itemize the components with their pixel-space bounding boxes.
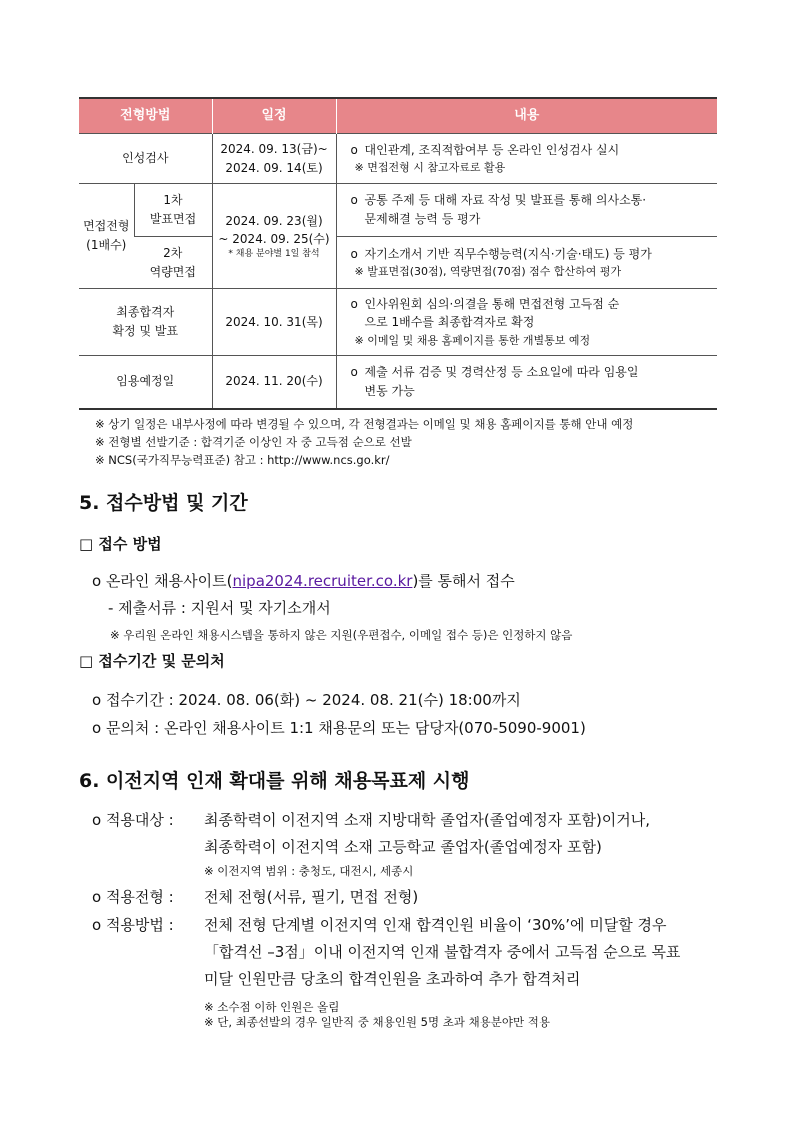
table-row [79, 134, 717, 184]
table-row [79, 289, 717, 356]
content-text: 제출 서류 검증 및 경력산정 등 소요일에 따라 임용일 [364, 365, 639, 380]
apply-method-line: 미달 인원만큼 당초의 합격인원을 초과하여 추가 합격처리 [204, 970, 581, 988]
docs-note: ※ 우리원 온라인 채용시스템을 통하지 않은 지원(우편접수, 이메일 접수 등)은 인정하지 않음 [110, 628, 573, 642]
table-row [79, 237, 717, 289]
content-note: ※ 발표면접(30점), 역량면접(70점) 점수 합산하여 평가 [354, 265, 622, 279]
sub-method-line: 2차 [163, 245, 183, 260]
date-cell [212, 184, 336, 289]
content-text: 대인관계, 조직적합여부 등 온라인 인성검사 실시 [364, 142, 620, 157]
docs-line: - 제출서류 : 지원서 및 자기소개서 [108, 599, 331, 617]
date-note: * 채용 분야별 1일 참석 [228, 248, 320, 259]
content-text: 문제해결 능력 등 평가 [364, 212, 481, 226]
table-note: ※ 전형별 선발기준 : 합격기준 이상인 자 중 고득점 순으로 선발 [95, 435, 412, 449]
content-cell [336, 237, 717, 289]
sub-method-cell [134, 237, 212, 289]
bullet: o [350, 193, 358, 208]
method-cell [79, 289, 212, 356]
content-cell [336, 289, 717, 356]
method-cell: 인성검사 [79, 134, 212, 184]
apply-method-line: 「합격선 –3점」이내 이전지역 인재 불합격자 중에서 고득점 순으로 목표 [204, 943, 681, 961]
bullet: o [350, 365, 358, 380]
method-line: (1배수) [86, 238, 127, 252]
content-note: ※ 이메일 및 채용 홈페이지를 통한 개별통보 예정 [354, 334, 591, 348]
date-cell: 2024. 10. 31(목) [212, 289, 336, 356]
method-line: 면접전형 [83, 219, 130, 234]
date-cell [212, 134, 336, 184]
method-text: )를 통해서 접수 [412, 572, 515, 590]
target-line: 최종학력이 이전지역 소재 지방대학 졸업자(졸업예정자 포함)이거나, [204, 811, 651, 829]
content-text: 자기소개서 기반 직무수행능력(지식·기술·태도) 등 평가 [364, 246, 652, 261]
method-line: 최종합격자 [116, 305, 175, 320]
bullet: o [350, 296, 358, 311]
date-cell: 2024. 11. 20(수) [212, 356, 336, 409]
period-heading: □ 접수기간 및 문의처 [79, 652, 225, 670]
header-method: 전형방법 [79, 98, 212, 134]
content-cell [336, 356, 717, 409]
method-line: 확정 및 발표 [112, 324, 179, 338]
date-line: 2024. 09. 14(토) [225, 160, 323, 175]
content-text: 변동 가능 [364, 383, 415, 398]
target-line: 최종학력이 이전지역 소재 고등학교 졸업자(졸업예정자 포함) [204, 838, 602, 856]
method-line [92, 570, 515, 591]
contact-line: o 문의처 : 온라인 채용사이트 1:1 채용문의 또는 담당자(070-5090-9001) [92, 719, 586, 737]
method-text: o 온라인 채용사이트( [92, 572, 233, 590]
target-note: ※ 이전지역 범위 : 충청도, 대전시, 세종시 [204, 864, 414, 878]
sub-method-line: 1차 [163, 193, 183, 208]
apply-method-label: o 적용방법 : [92, 916, 174, 934]
header-content: 내용 [336, 98, 717, 134]
date-line: ~ 2024. 09. 25(수) [218, 232, 330, 247]
sub-method-cell [134, 184, 212, 237]
date-line: 2024. 09. 23(월) [225, 213, 323, 228]
apply-method-note: ※ 단, 최종선발의 경우 일반직 중 채용인원 5명 초과 채용분야만 적용 [204, 1015, 550, 1029]
sub-method-line: 역량면접 [149, 264, 196, 279]
scope-value: 전체 전형(서류, 필기, 면접 전형) [204, 888, 419, 906]
bullet: o [350, 246, 358, 261]
section5-title: 5. 접수방법 및 기간 [79, 492, 248, 514]
content-note: ※ 면접전형 시 참고자료로 활용 [354, 161, 506, 175]
content-text: 인사위원회 심의·의결을 통해 면접전형 고득점 순 [364, 296, 620, 311]
schedule-table [79, 97, 717, 410]
content-text: 으로 1배수를 최종합격자로 확정 [364, 315, 535, 330]
scope-label: o 적용전형 : [92, 888, 174, 906]
period-line: o 접수기간 : 2024. 08. 06(화) ~ 2024. 08. 21(수) 18:00까지 [92, 691, 521, 709]
sub-method-line: 발표면접 [149, 212, 197, 226]
method-cell [79, 184, 134, 289]
table-note: ※ NCS(국가직무능력표준) 참고 : http://www.ncs.go.kr/ [95, 453, 390, 467]
apply-method-line: 전체 전형 단계별 이전지역 인재 합격인원 비율이 ‘30%’에 미달할 경우 [204, 916, 667, 934]
header-date: 일정 [212, 98, 336, 134]
target-label: o 적용대상 : [92, 811, 174, 829]
table-header-row [79, 98, 717, 134]
bullet: o [350, 142, 358, 157]
section6-title: 6. 이전지역 인재 확대를 위해 채용목표제 시행 [79, 770, 470, 792]
table-row [79, 184, 717, 237]
content-text: 공통 주제 등 대해 자료 작성 및 발표를 통해 의사소통· [364, 193, 647, 208]
table-note: ※ 상기 일정은 내부사정에 따라 변경될 수 있으며, 각 전형결과는 이메일 및 채용 홈페이지를 통해 안내 예정 [95, 417, 634, 431]
method-heading: □ 접수 방법 [79, 535, 162, 553]
method-cell: 임용예정일 [79, 356, 212, 409]
content-cell [336, 184, 717, 237]
table-row [79, 356, 717, 409]
content-cell [336, 134, 717, 184]
recruit-site-link[interactable]: nipa2024.recruiter.co.kr [232, 572, 413, 590]
apply-method-note: ※ 소수점 이하 인원은 올림 [204, 1000, 340, 1014]
date-line: 2024. 09. 13(금)~ [220, 141, 328, 156]
table-notes [95, 415, 633, 469]
